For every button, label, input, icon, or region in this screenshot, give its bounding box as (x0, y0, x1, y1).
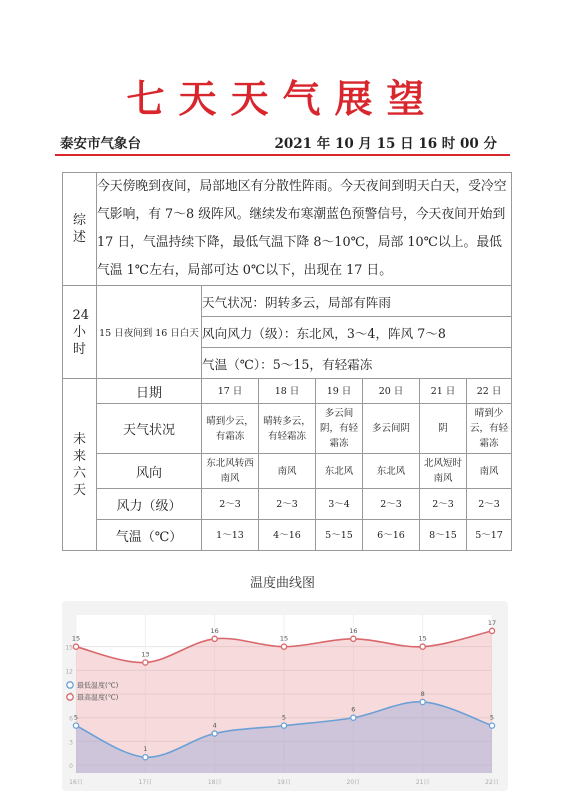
future-row-wind-dir (63, 454, 512, 489)
row-label-wind-dir: 风向 (97, 454, 202, 489)
y-tick-label: 15 (65, 644, 73, 652)
data-point (489, 723, 494, 728)
data-label: 16 (349, 626, 358, 635)
x-tick-label: 22日 (485, 779, 499, 786)
row-label-wind-force: 风力（级） (97, 489, 202, 520)
page-title: 七天天气展望 (126, 76, 439, 121)
day-date: 21 日 (420, 379, 467, 404)
x-tick-label: 16日 (69, 779, 83, 786)
h24-weather: 天气状况：阴转多云，局部有阵雨 (202, 286, 512, 317)
day-weather: 多云间阴，有轻霜冻 (316, 404, 363, 454)
data-point (73, 644, 78, 649)
day-weather: 阴 (420, 404, 467, 454)
data-label: 13 (141, 650, 150, 659)
organization: 泰安市气象台 (60, 136, 141, 152)
data-label: 15 (279, 634, 289, 643)
x-tick-label: 21日 (415, 779, 430, 786)
x-tick-label: 18日 (207, 779, 222, 786)
day-date: 18 日 (259, 379, 316, 404)
data-point (281, 644, 286, 649)
h24-label: 24小时 (63, 286, 97, 379)
summary-text: 今天傍晚到夜间，局部地区有分散性阵雨。今天夜间到明天白天，受冷空气影响，有 7～8 级阵风。继续发布寒潮蓝色预警信号，今天夜间开始到 17 日，气温持续下降，最低气温下降 8～10℃，局部 10℃以上。最低气温 1℃左右，局部可达 0℃以下，出现在 17 日。 (97, 173, 512, 286)
day-wind-dir: 东北风转西南风 (202, 454, 259, 489)
h24-temp: 气温（℃）：5～15，有轻霜冻 (202, 348, 512, 379)
data-point (143, 660, 148, 665)
data-label: 17 (487, 618, 497, 627)
future-row-date (63, 379, 512, 404)
future-row-temp (63, 520, 512, 551)
data-point (143, 755, 148, 760)
day-temp: 8～15 (420, 520, 467, 551)
y-tick-label: 0 (69, 763, 73, 771)
x-tick-label: 17日 (138, 779, 153, 786)
data-point (489, 628, 494, 633)
day-weather: 多云间阴 (363, 404, 420, 454)
y-tick-label: 12 (65, 668, 73, 676)
data-point (420, 699, 425, 704)
data-label: 8 (420, 689, 425, 698)
x-tick-label: 19日 (277, 779, 291, 786)
data-point (212, 636, 217, 641)
h24-wind: 风向风力（级）：东北风，3～4，阵风 7～8 (202, 317, 512, 348)
data-label: 5 (489, 713, 495, 722)
day-weather: 晴到少云，有霜冻 (202, 404, 259, 454)
y-tick-label: 3 (69, 739, 73, 747)
summary-row (63, 173, 512, 286)
data-point (281, 723, 286, 728)
day-temp: 6～16 (363, 520, 420, 551)
legend-label: 最低温度(℃) (77, 681, 119, 690)
h24-row-weather (63, 286, 512, 317)
day-temp: 5～17 (467, 520, 512, 551)
data-label: 15 (71, 634, 81, 643)
day-wind-dir: 南风 (259, 454, 316, 489)
data-point (351, 636, 356, 641)
data-point (212, 731, 217, 736)
day-wind-force: 3～4 (316, 489, 363, 520)
x-tick-label: 20日 (346, 779, 361, 786)
h24-period: 15 日夜间到 16 日白天 (97, 286, 202, 379)
y-tick-label: 6 (69, 715, 73, 723)
day-wind-force: 2～3 (467, 489, 512, 520)
day-wind-force: 2～3 (259, 489, 316, 520)
day-date: 22 日 (467, 379, 512, 404)
legend-marker (67, 682, 73, 688)
summary-label: 综述 (63, 173, 97, 286)
day-temp: 1～13 (202, 520, 259, 551)
day-wind-dir: 东北风 (363, 454, 420, 489)
data-label: 5 (281, 713, 287, 722)
future-row-weather (63, 404, 512, 454)
day-temp: 5～15 (316, 520, 363, 551)
day-wind-force: 2～3 (202, 489, 259, 520)
future-row-wind-force (63, 489, 512, 520)
day-wind-dir: 东北风 (316, 454, 363, 489)
chart-title: 温度曲线图 (249, 576, 315, 591)
day-wind-dir: 南风 (467, 454, 512, 489)
data-label: 1 (143, 745, 148, 754)
day-date: 19 日 (316, 379, 363, 404)
day-date: 20 日 (363, 379, 420, 404)
legend-marker (67, 694, 73, 700)
data-label: 4 (212, 721, 217, 730)
legend-label: 最高温度(℃) (77, 693, 119, 702)
data-point (351, 715, 356, 720)
data-label: 6 (351, 705, 356, 714)
future-label: 未来六天 (63, 379, 97, 551)
day-weather: 晴到少云，有轻霜冻 (467, 404, 512, 454)
data-point (73, 723, 78, 728)
day-wind-force: 2～3 (363, 489, 420, 520)
day-date: 17 日 (202, 379, 259, 404)
row-label-date: 日期 (97, 379, 202, 404)
data-label: 5 (73, 713, 79, 722)
day-temp: 4～16 (259, 520, 316, 551)
header-rule (55, 154, 510, 156)
header-bar (60, 130, 505, 152)
data-point (420, 644, 425, 649)
day-weather: 晴转多云，有轻霜冻 (259, 404, 316, 454)
row-label-temp: 气温（℃） (97, 520, 202, 551)
forecast-table (62, 172, 512, 551)
issue-time: 2021 年 10 月 15 日 16 时 00 分 (274, 136, 497, 152)
data-label: 16 (210, 626, 219, 635)
row-label-weather: 天气状况 (97, 404, 202, 454)
data-label: 15 (418, 634, 427, 643)
day-wind-dir: 北风短时南风 (420, 454, 467, 489)
day-wind-force: 2～3 (420, 489, 467, 520)
temperature-chart (62, 601, 508, 791)
